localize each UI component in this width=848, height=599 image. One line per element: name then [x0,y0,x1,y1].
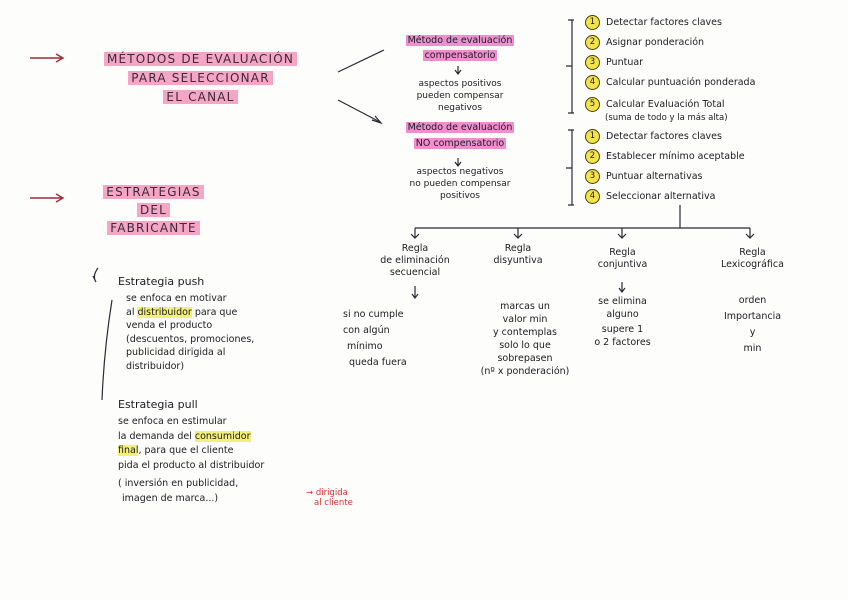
no-compensatorio-desc: aspectos negativos no pueden compensar positivos [409,167,511,201]
regla-disyuntiva: Regla disyuntiva [493,243,543,266]
pull-line: se enfoca en estimular [118,416,227,427]
pull-heading: Estrategia pull [118,398,198,411]
compensatorio-method [385,35,535,114]
estrategias-title [76,185,231,235]
no-compensatorio-steps [585,127,745,207]
push-line: venda el producto [126,320,213,331]
compensatorio-desc: aspectos positivos pueden compensar negativos [416,79,504,113]
step-item: 4 Calcular puntuación ponderada [585,73,755,93]
pull-line: imagen de marca...) [122,492,219,504]
pull-line: ( inversión en publicidad, [118,478,239,489]
pull-line: final, para que el cliente [118,445,234,456]
compensatorio-title-1: Método de evaluación [407,35,513,46]
push-heading: Estrategia push [118,275,205,288]
estrategias-title-line2: DEL [137,203,170,217]
no-compensatorio-title-2: NO compensatorio [415,138,505,149]
regla-body: si no cumple con algún mínimo queda fuera [343,309,407,368]
pull-note: → dirigida al cliente [306,488,353,508]
metodos-title-line2: PARA SELECCIONAR [128,71,273,85]
compensatorio-title-2: compensatorio [424,50,496,61]
no-compensatorio-method [385,122,535,202]
no-compensatorio-title-1: Método de evaluación [407,122,513,133]
step-item: 2 Asignar ponderación [585,33,755,53]
step-item: 1 Detectar factores claves [585,127,745,147]
push-line: publicidad dirigida al [126,347,226,358]
step-item: 5 Calcular Evaluación Total (suma de todo y la más alta) [585,97,755,124]
regla-body: marcas un valor min y contemplas solo lo que sobrepasen (nº x ponderación) [480,301,570,377]
step-item: 3 Puntuar alternativas [585,167,745,187]
step-item: 4 Seleccionar alternativa [585,187,745,207]
pull-line: pida el producto al distribuidor [118,459,265,471]
push-line: al distribuidor para que [126,306,238,318]
metodos-title-line3: EL CANAL [163,90,237,104]
regla-body: se elimina alguno supere 1 o 2 factores [594,296,651,348]
push-line: se enfoca en motivar [126,293,227,304]
metodos-title-line1: MÉTODOS DE EVALUACIÓN [104,52,297,66]
regla-eliminacion-secuencial: Regla de eliminación secuencial [380,243,450,278]
estrategias-title-line1: ESTRATEGIAS [103,185,203,199]
step-item: 1 Detectar factores claves [585,13,755,33]
pull-line: la demanda del consumidor [118,430,251,442]
step-item: 3 Puntuar [585,53,755,73]
compensatorio-steps [585,13,755,124]
metodos-title [88,52,313,104]
step-item: 2 Establecer mínimo aceptable [585,147,745,167]
push-line: (descuentos, promociones, [126,333,255,345]
regla-conjuntiva: Regla conjuntiva [597,247,648,270]
push-strategy [118,275,254,373]
push-line: distribuidor) [126,360,185,372]
pull-strategy [118,398,264,506]
estrategias-title-line3: FABRICANTE [107,221,200,235]
regla-lexicografica: Regla Lexicográfica [721,247,784,270]
regla-body: orden Importancia y min [723,295,782,354]
